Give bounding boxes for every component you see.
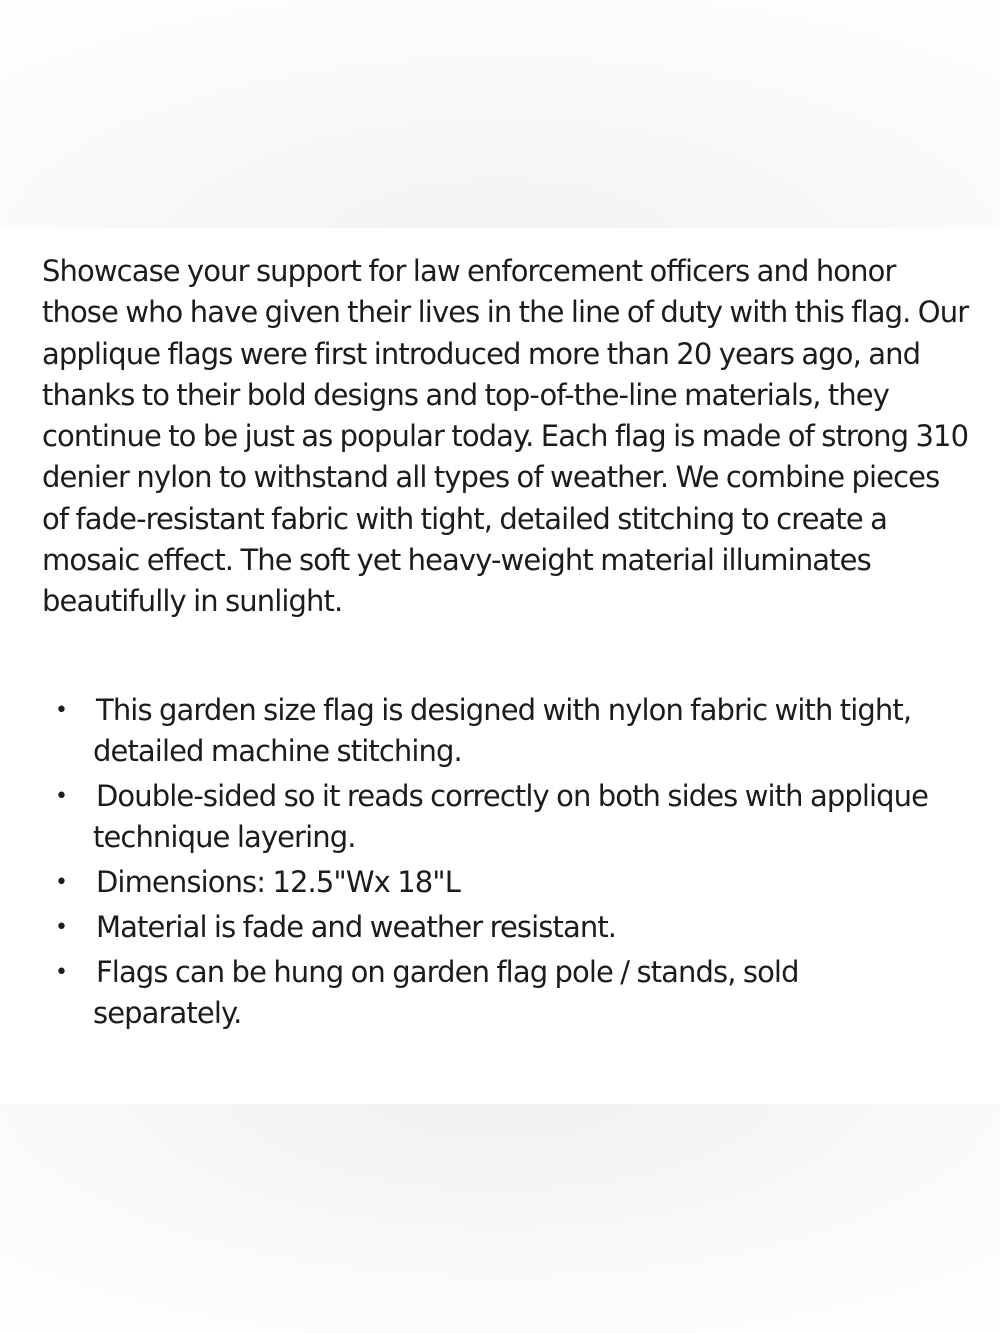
feature-list xyxy=(0,690,1000,1038)
feature-item xyxy=(0,690,953,772)
feature-item xyxy=(0,862,953,903)
bullet-icon: • xyxy=(55,915,68,940)
feature-item xyxy=(0,776,953,858)
top-background-band xyxy=(0,0,1000,228)
feature-item xyxy=(0,952,953,1034)
feature-text: Double-sided so it reads correctly on both sides with applique technique layering. xyxy=(93,779,929,854)
bottom-background-band xyxy=(0,1104,1000,1333)
bullet-icon: • xyxy=(55,870,68,895)
bullet-icon: • xyxy=(55,698,68,723)
product-description-panel xyxy=(0,228,1000,1104)
bullet-icon: • xyxy=(55,960,68,985)
product-description-text: Showcase your support for law enforcement officers and honor those who have given their lives in the line of duty with this flag. Our applique flags were first introduced more than 20 years ago, and thanks to their bold designs and top-of-the-line materials, they continue to be just as popular today. Each flag is made of strong 310 denier nylon to withstand all types of weather. We combine pieces of fade-resistant fabric with tight, detailed stitching to create a mosaic effect. The soft yet heavy-weight material illuminates beautifully in sunlight. xyxy=(42,254,969,619)
bullet-icon: • xyxy=(55,784,68,809)
feature-text: Dimensions: 12.5"Wx 18"L xyxy=(96,865,461,899)
feature-text: This garden size flag is designed with nylon fabric with tight, detailed machine stitching. xyxy=(93,693,912,768)
feature-text: Flags can be hung on garden flag pole / stands, sold separately. xyxy=(93,955,799,1030)
feature-text: Material is fade and weather resistant. xyxy=(96,910,617,944)
feature-item xyxy=(0,907,953,948)
